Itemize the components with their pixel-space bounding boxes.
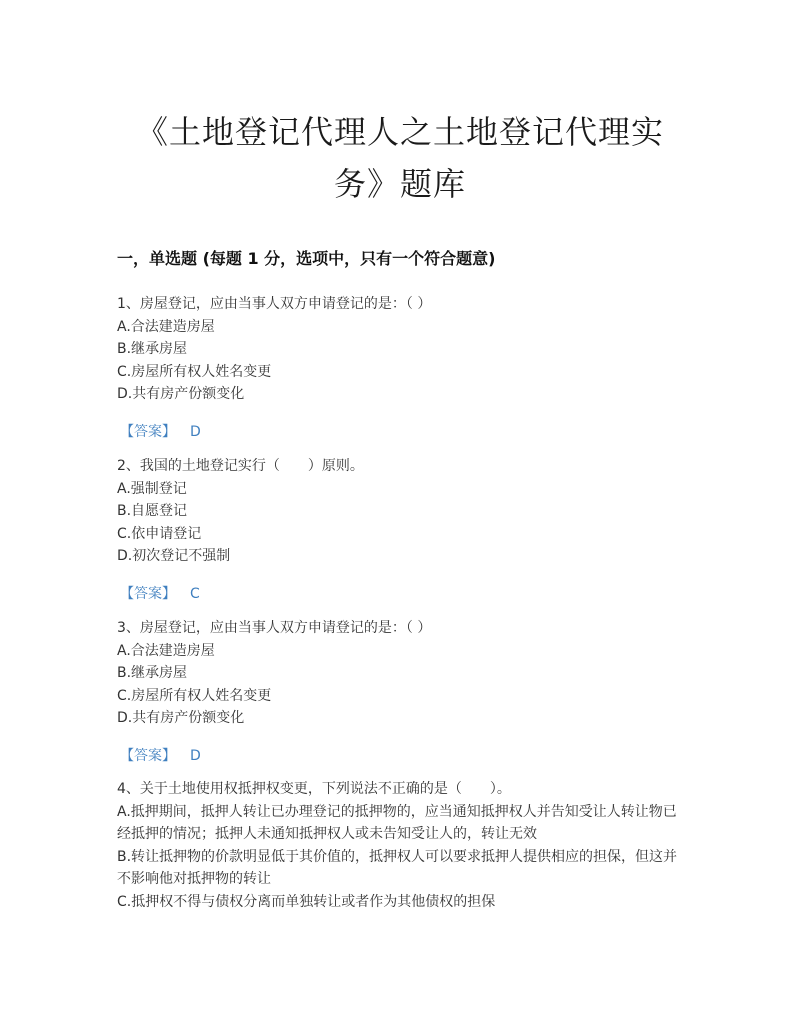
option-b: B.继承房屋 <box>117 665 188 681</box>
question-stem: 3、房屋登记，应由当事人双方申请登记的是：（ ） <box>117 620 432 636</box>
question-stem: 2、我国的土地登记实行（ ）原则。 <box>117 458 364 474</box>
answer-label: 【答案】 <box>120 586 176 602</box>
option-d: D.初次登记不强制 <box>117 548 231 564</box>
question-4 <box>117 778 687 913</box>
option-c: C.房屋所有权人姓名变更 <box>117 687 272 704</box>
option-a: A.合法建造房屋 <box>117 318 215 335</box>
answer-value: D <box>190 748 201 764</box>
question-stem: 4、关于土地使用权抵押权变更，下列说法不正确的是（ ）。 <box>117 781 511 797</box>
page-title: 《土地登记代理人之土地登记代理实务》题库 <box>135 113 664 203</box>
question-2 <box>117 455 687 568</box>
answer-label: 【答案】 <box>120 748 176 764</box>
option-a: A.合法建造房屋 <box>117 642 215 659</box>
answer-value: C <box>190 586 200 602</box>
option-a: A.强制登记 <box>117 480 187 497</box>
answer-3 <box>120 745 201 765</box>
option-b: B.自愿登记 <box>117 503 188 519</box>
option-c: C.依申请登记 <box>117 525 202 542</box>
answer-2 <box>120 583 200 603</box>
option-d: D.共有房产份额变化 <box>117 710 245 726</box>
section-heading: 一，单选题 (每题 1 分，选项中，只有一个符合题意) <box>117 249 496 268</box>
option-b: B.转让抵押物的价款明显低于其价值的，抵押权人可以要求抵押人提供相应的担保，但这并不影响他对抵押物的转让 <box>117 848 678 887</box>
question-3 <box>117 617 687 730</box>
answer-label: 【答案】 <box>120 424 176 440</box>
option-c: C.房屋所有权人姓名变更 <box>117 363 272 380</box>
answer-value: D <box>190 424 201 440</box>
option-b: B.继承房屋 <box>117 341 188 357</box>
option-d: D.共有房产份额变化 <box>117 386 245 402</box>
option-c: C.抵押权不得与债权分离而单独转让或者作为其他债权的担保 <box>117 893 496 910</box>
answer-1 <box>120 421 201 441</box>
question-stem: 1、房屋登记，应由当事人双方申请登记的是：（ ） <box>117 296 432 312</box>
question-1 <box>117 293 687 406</box>
option-a: A.抵押期间，抵押人转让已办理登记的抵押物的，应当通知抵押权人并告知受让人转让物已经抵押的情况；抵押人未通知抵押权人或未告知受让人的，转让无效 <box>117 803 677 842</box>
